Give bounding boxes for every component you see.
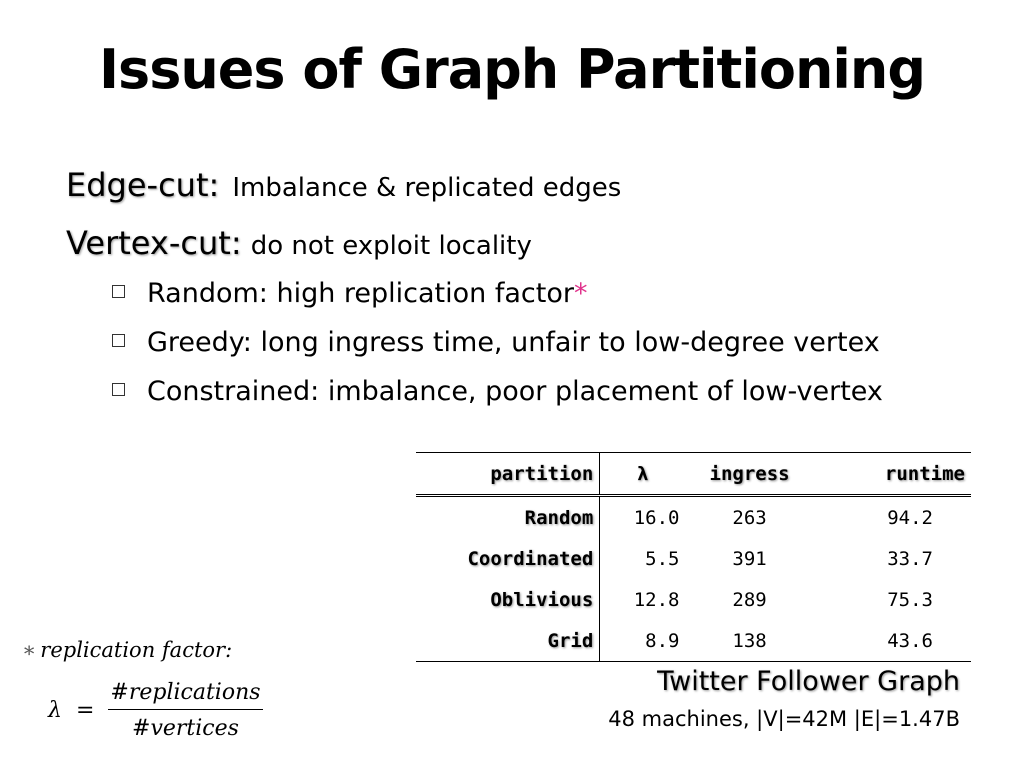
cell-ingress: 289 (732, 588, 767, 611)
table-row (416, 579, 971, 620)
cell-ingress: 263 (732, 506, 767, 529)
replication-factor-formula (48, 680, 263, 741)
edge-cut-line (66, 166, 621, 204)
cell-partition: Random (416, 496, 600, 539)
footnote-star: ∗ (22, 638, 37, 662)
results-table (416, 452, 971, 662)
formula-fraction (108, 680, 262, 741)
footnote-text: replication factor: (40, 638, 233, 662)
vertex-cut-line (66, 224, 532, 262)
slide-title: Issues of Graph Partitioning (98, 38, 926, 101)
formula-denominator: #vertices (132, 716, 239, 741)
edge-cut-heading: Edge-cut: (66, 166, 220, 204)
cell-partition: Grid (416, 620, 600, 662)
bullet-item (112, 376, 883, 407)
formula-equals: = (75, 698, 95, 723)
table-row (416, 538, 971, 579)
cell-lambda: 5.5 (645, 547, 680, 570)
cell-ingress: 391 (732, 547, 767, 570)
header-lambda: λ (600, 453, 686, 496)
table-header-row (416, 453, 971, 496)
cell-runtime: 75.3 (887, 588, 933, 611)
formula-numerator: #replications (108, 680, 262, 710)
bullet-text: Random: high replication factor (147, 278, 574, 309)
header-partition: partition (416, 453, 600, 496)
cell-lambda: 8.9 (600, 620, 686, 662)
vertex-cut-heading: Vertex-cut: (66, 224, 242, 262)
square-bullet-icon (112, 334, 125, 347)
cell-lambda: 16.0 (633, 506, 680, 529)
cell-runtime: 43.6 (814, 620, 971, 662)
cell-lambda: 12.8 (633, 588, 680, 611)
bullet-text: Constrained: imbalance, poor placement of low-vertex (147, 376, 883, 407)
cell-ingress: 138 (685, 620, 813, 662)
square-bullet-icon (112, 285, 125, 298)
square-bullet-icon (112, 383, 125, 396)
table-row (416, 620, 971, 662)
formula-lambda: λ (48, 698, 62, 723)
header-runtime: runtime (814, 453, 971, 496)
bullet-item (112, 327, 880, 358)
footnote-label (22, 638, 232, 662)
bullet-text: Greedy: long ingress time, unfair to low-degree vertex (147, 327, 880, 358)
cell-partition: Oblivious (416, 579, 600, 620)
cell-runtime: 94.2 (887, 506, 933, 529)
header-ingress: ingress (685, 453, 813, 496)
vertex-cut-text: do not exploit locality (250, 231, 532, 261)
table-row (416, 496, 971, 539)
table-caption: Twitter Follower Graph (657, 666, 960, 697)
bullet-item (112, 278, 587, 309)
cell-runtime: 33.7 (887, 547, 933, 570)
table-subcaption: 48 machines, |V|=42M |E|=1.47B (608, 707, 960, 731)
edge-cut-text: Imbalance & replicated edges (232, 173, 622, 203)
cell-partition: Coordinated (416, 538, 600, 579)
footnote-marker: * (573, 278, 588, 309)
